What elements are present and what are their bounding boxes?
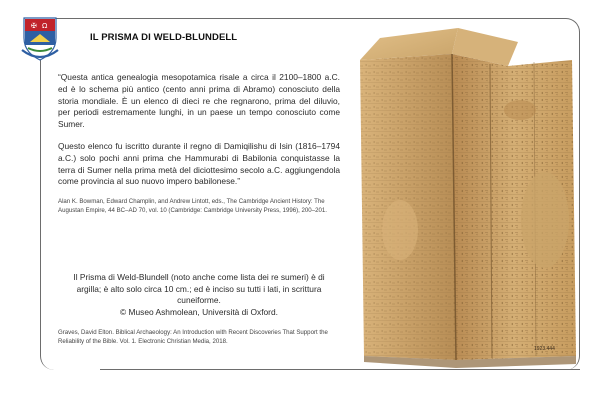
university-crest-logo [20, 14, 60, 62]
quote-paragraph-1: “Questa antica genealogia mesopotamica risale a circa il 2100–1800 a.C. ed è lo schema più antico (cento anni prima di Abramo) conosciuto della storia mondiale. È un elenco di dieci re che regnarono, prima del diluvio, per periodi estremamente lunghi, in un paese un tempo conosciuto come Sumer. [58, 72, 340, 130]
caption-line-4: © Museo Ashmolean, Università di Oxford. [120, 306, 278, 317]
page-title: IL PRISMA DI WELD-BLUNDELL [90, 32, 238, 43]
weld-blundell-prism-image [340, 20, 584, 370]
caption-line-2: argilla; è alto solo circa 10 cm.; ed è inciso su tutti i lati, in scrittura [76, 283, 322, 294]
quote-paragraph-2: Questo elenco fu iscritto durante il regno di Damiqilishu di Isin (1816–1794 a.C.) solo pochi anni prima che Hammurabi di Babilonia conquistasse la terra di Sumer nella prima metà del diciottesimo secolo a.C. aggiungendola come provincia al suo nuovo impero babilonese.” [58, 140, 340, 187]
citation-cambridge: Alan K. Bowman, Edward Champlin, and Andrew Lintott, eds., The Cambridge Ancient History: The Augustan Empire, 44 BC–AD 70, vol. 10 (Cambridge: Cambridge University Press, 1996), 200–201. [58, 198, 327, 214]
prism-catalog-number: 1923.444 [534, 346, 555, 352]
main-text-column [58, 72, 340, 215]
crest-cross-symbol: ✠ [31, 22, 37, 30]
citation-graves: Graves, David Elton. Biblical Archaeology: An Introduction with Recent Discoveries That Support the Reliability of the Bible. Vol. 1. Electronic Christian Media, 2018. [58, 329, 328, 345]
caption-line-3: cuneiforme. [177, 295, 221, 306]
image-caption [58, 272, 340, 318]
caption-line-1: Il Prisma di Weld-Blundell (noto anche come lista dei re sumeri) è di [73, 272, 325, 282]
crest-omega-symbol: Ω [42, 22, 48, 30]
